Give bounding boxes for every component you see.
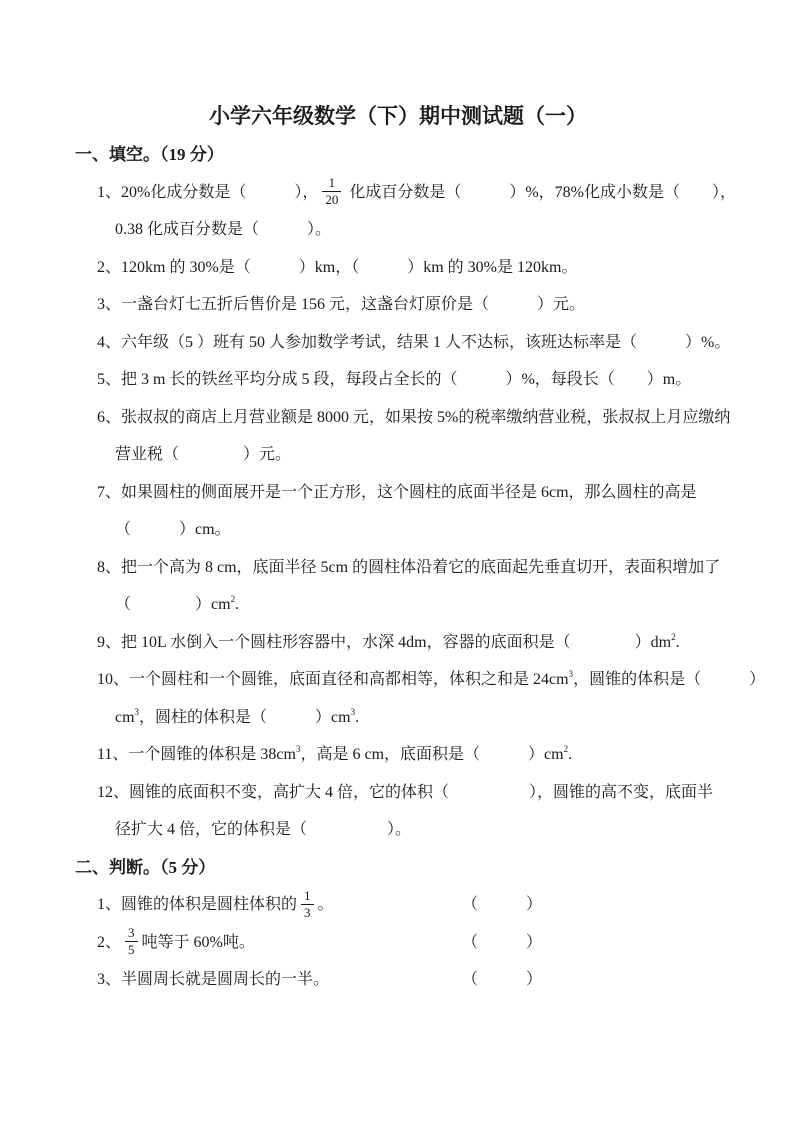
- fraction: [301, 889, 314, 921]
- section-heading-judge: 二、判断。（5 分）: [75, 857, 216, 877]
- question-line: 10、一个圆柱和一个圆锥，底面直径和高都相等，体积之和是 $24cm^3$，圆锥的体积是（ ）: [97, 669, 766, 688]
- question: [97, 661, 766, 736]
- question-list-fill: [75, 174, 766, 849]
- section-heading-fill: 一、填空。（19 分）: [75, 145, 224, 164]
- question-line: 2、120km 的 30%是（ ）km，（ ）km 的 30%是 120km。: [97, 258, 578, 276]
- fraction-denominator: 5: [125, 941, 138, 957]
- unit-exponent: 3: [568, 669, 574, 679]
- question-list-judge: [75, 886, 721, 999]
- fraction-numerator: 1: [328, 175, 336, 191]
- question: [97, 886, 721, 924]
- question: [97, 399, 731, 474]
- question: [97, 549, 721, 624]
- unit-exponent: 3: [350, 706, 356, 717]
- question: [97, 774, 721, 849]
- question-line: 5、把 3 m 长的铁丝平均分成 5 段，每段占全长的（ ）%，每段长（ ）m。: [97, 371, 692, 388]
- page-title: 小学六年级数学（下）期中测试题（一）: [209, 104, 587, 128]
- question-line: 1、圆锥的体积是圆柱体积的 $\frac{1}{3}$ 。 （ ）: [97, 886, 721, 924]
- fraction-denominator: 3: [301, 904, 314, 920]
- question-line: （ ）$cm^2$.: [115, 594, 240, 613]
- unit-exponent: 2: [671, 631, 676, 642]
- question-line: $cm^3$，圆柱的体积是（ ）$cm^3$.: [115, 706, 360, 726]
- question: [97, 249, 721, 287]
- question: [97, 361, 721, 399]
- question-line: 3、半圆周长就是圆周长的一半。 （ ）: [97, 961, 721, 999]
- section-fill-in-blanks: [75, 136, 766, 849]
- question-line: 6、张叔叔的商店上月营业额是 8000 元，如果按 5%的税率缴纳营业税，张叔叔上月应缴纳: [97, 408, 731, 426]
- question: [97, 924, 721, 962]
- question-line: 8、把一个高为 8 cm，底面半径 5cm 的圆柱体沿着它的底面起先垂直切开，表面积增加了: [97, 558, 721, 576]
- unit-exponent: 2: [230, 594, 236, 604]
- fraction: [125, 926, 138, 958]
- unit-exponent: 2: [563, 744, 569, 754]
- question-line: 12、圆锥的底面积不变，高扩大 4 倍，它的体积（ ），圆锥的高不变，底面半: [97, 783, 714, 801]
- question-line: 7、如果圆柱的侧面展开是一个正方形，这个圆柱的底面半径是 6cm，那么圆柱的高是: [97, 483, 697, 501]
- question: [97, 174, 737, 249]
- fraction-numerator: 1: [304, 887, 311, 903]
- unit-exponent: 3: [134, 706, 140, 717]
- fraction: [322, 176, 341, 208]
- fraction-denominator: 20: [322, 191, 341, 207]
- fraction-numerator: 3: [128, 925, 135, 941]
- question-line: 9、把 10L 水倒入一个圆柱形容器中，水深 4dm，容器的底面积是（ ）$dm^2$.: [97, 631, 680, 651]
- question: [97, 286, 721, 324]
- question-line: 营业税（ ）元。: [115, 446, 292, 463]
- question-line: 4、六年级（5 ）班有 50 人参加数学考试，结果 1 人不达标，该班达标率是（ ）%。: [97, 333, 731, 351]
- question-line: 径扩大 4 倍，它的体积是（ ）。: [115, 821, 412, 838]
- question: [97, 736, 721, 774]
- question: [97, 324, 731, 362]
- question-line: 3、一盏台灯七五折后售价是 156 元，这盏台灯原价是（ ）元。: [97, 296, 586, 313]
- question: [97, 474, 721, 549]
- question: [97, 961, 721, 999]
- answer-blank: （ ）: [462, 933, 543, 951]
- answer-blank: （ ）: [462, 971, 543, 988]
- question-line: （ ）cm。: [115, 521, 231, 538]
- question-line: 0.38 化成百分数是（ ）。: [115, 221, 332, 238]
- question-line: 1、20%化成分数是（ ）， $\frac{1}{20}$ 化成百分数是（ ）%，78%化成小数是（ ），: [97, 175, 737, 208]
- question: [97, 624, 721, 662]
- question-line: 2、 $\frac{3}{5}$ 吨等于 60%吨。 （ ）: [97, 924, 721, 962]
- answer-blank: （ ）: [462, 896, 543, 913]
- question-line: 11、一个圆锥的体积是 $38cm^3$，高是 6 cm，底面积是（ ）$cm^2$.: [97, 744, 573, 763]
- unit-exponent: 3: [295, 744, 301, 754]
- section-true-false: [75, 849, 721, 999]
